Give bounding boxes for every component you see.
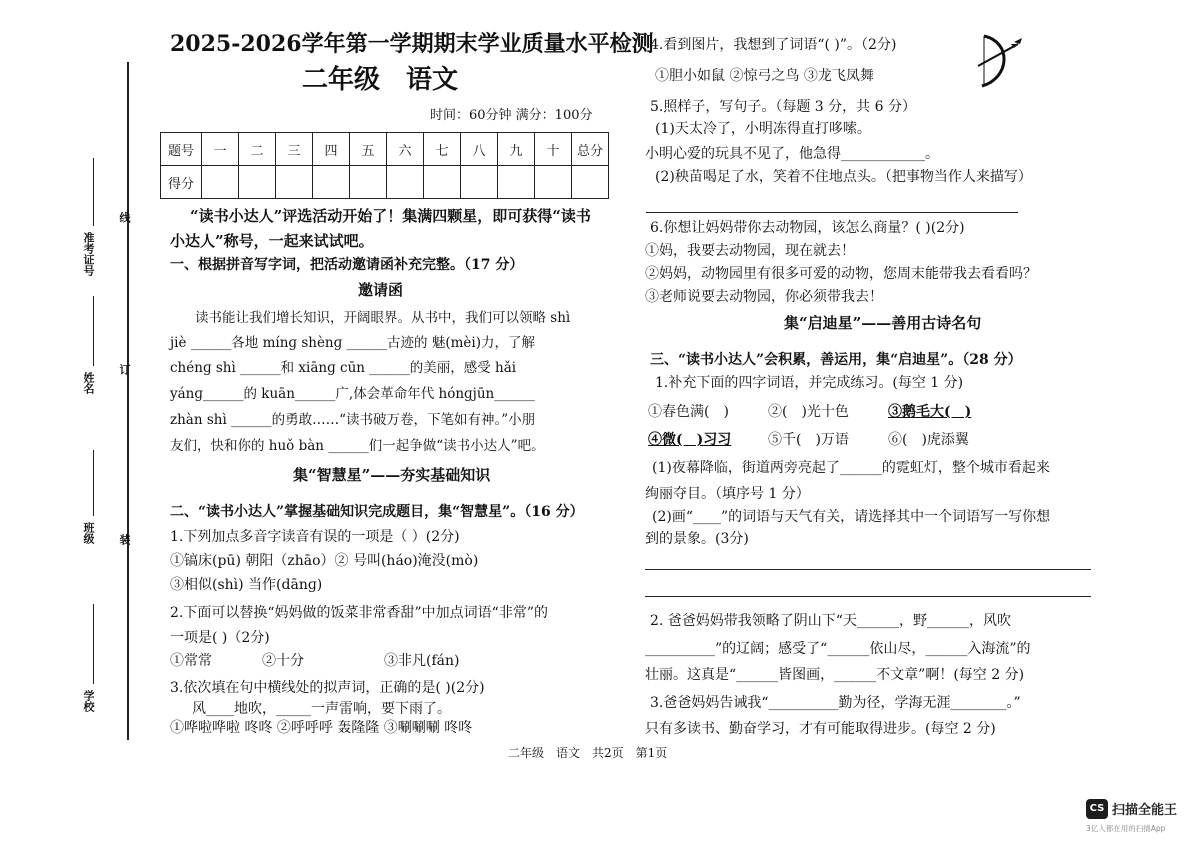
- s3-answer-line: [645, 596, 1091, 597]
- s3-sub1b: 绚丽夺目。（填序号 1 分）: [645, 486, 810, 502]
- s3-q2b: __________”的辽阔；感受了“______依山尽，______入海流”的: [645, 641, 1031, 657]
- s3-sub2b: 到的景象。(3分): [645, 531, 749, 547]
- r-q5-1b: 小明心爱的玩具不见了，他急得____________。: [645, 146, 939, 162]
- score-header-cell: 十: [535, 133, 572, 166]
- s2-q1: 1.下列加点多音字读音有误的一项是（ ）(2分): [170, 529, 460, 545]
- r-q5-2-answer-line: [646, 212, 1018, 213]
- intro-line-2: 小达人”称号，一起来试试吧。: [170, 232, 374, 250]
- margin-class-blank: [93, 450, 94, 516]
- r-q5-1: (1)天太冷了，小明冻得直打哆嗦。: [655, 121, 871, 137]
- score-header-cell: 总分: [572, 133, 609, 166]
- s2-q2: 2.下面可以替换“妈妈做的饭菜非常香甜”中加点词语“非常”的: [170, 605, 548, 621]
- s3-q2: 2. 爸爸妈妈带我领略了阴山下“天______，野______，风吹: [650, 613, 1011, 629]
- r-q4-options: ①胆小如鼠 ②惊弓之鸟 ③龙飞凤舞: [655, 68, 874, 84]
- s2-q3-sentence: 风____地吹，_____一声雷响，要下雨了。: [192, 701, 451, 717]
- s3-sub2: (2)画“____”的词语与天气有关，请选择其中一个词语写一写你想: [652, 509, 1051, 525]
- time-info: 时间：60分钟 满分：100分: [430, 108, 593, 123]
- score-input-cell[interactable]: [202, 166, 239, 199]
- score-input-cell[interactable]: [387, 166, 424, 199]
- r-q5-2: (2)秧苗喝足了水，笑着不住地点头。（把事物当作人来描写）: [655, 169, 1032, 185]
- binding-line: [127, 62, 129, 740]
- scanner-logo-icon: CS: [1086, 799, 1108, 819]
- margin-class-label: 班级: [82, 522, 95, 544]
- s2-q2-option: ②十分: [262, 653, 304, 669]
- margin-name-label: 姓名: [82, 372, 95, 394]
- s2-q2-option: ①常常: [170, 653, 212, 669]
- scanner-watermark: [1086, 797, 1196, 837]
- score-header-cell: 九: [498, 133, 535, 166]
- score-header-cell: 二: [239, 133, 276, 166]
- s3-idiom: ⑤千( )万语: [768, 432, 849, 448]
- section1-heading: 一、根据拼音写字词，把活动邀请函补充完整。（17 分）: [170, 257, 524, 273]
- letter-line: yánɡ______的 kuān______广,体会革命年代 hónɡjūn______: [170, 386, 535, 402]
- intro-line-1: “读书小达人”评选活动开始了！集满四颗星，即可获得“读书: [190, 207, 591, 225]
- r-q6-option: ②妈妈，动物园里有很多可爱的动物，您周末能带我去看看吗？: [645, 266, 1037, 282]
- score-header-cell: 题号: [161, 133, 202, 166]
- score-input-cell[interactable]: [424, 166, 461, 199]
- exam-title: 2025-2026学年第一学期期末学业质量水平检测: [170, 31, 654, 57]
- s3-idiom: ⑥( )虎添翼: [888, 432, 969, 448]
- bow-and-arrow-image: [970, 30, 1030, 92]
- score-input-cell[interactable]: [276, 166, 313, 199]
- margin-zhuang-label: 装: [118, 534, 131, 545]
- exam-subtitle: 二年级 语文: [302, 65, 459, 95]
- margin-name-blank: [93, 296, 94, 366]
- s3-answer-line: [645, 569, 1091, 570]
- letter-line: 读书能让我们增长知识，开阔眼界。从书中，我们可以领略 shì: [195, 310, 571, 326]
- s3-idiom-underlined: ④微( )习习: [648, 432, 732, 448]
- score-input-cell[interactable]: [572, 166, 609, 199]
- s3-q2c: 壮丽。这真是“______皆图画，______不文章”啊！(每空 2 分): [645, 667, 1025, 683]
- score-input-cell[interactable]: [350, 166, 387, 199]
- score-header-cell: 六: [387, 133, 424, 166]
- letter-line: chénɡ shì ______和 xiānɡ cūn ______的美丽，感受 hǎi: [170, 360, 517, 376]
- margin-exam-no-label: 准考证号: [82, 232, 95, 276]
- s2-q3: 3.依次填在句中横线处的拟声词，正确的是( )(2分): [170, 680, 485, 696]
- s3-sub1: (1)夜幕降临，街道两旁亮起了______的霓虹灯，整个城市看起来: [652, 460, 1050, 476]
- score-input-cell[interactable]: [239, 166, 276, 199]
- page-footer: 二年级 语文 共2页 第1页: [508, 746, 668, 760]
- score-header-cell: 七: [424, 133, 461, 166]
- score-input-cell[interactable]: [313, 166, 350, 199]
- s3-idiom: ①春色满( ): [648, 404, 729, 420]
- s3-q1: 1.补充下面的四字词语，并完成练习。(每空 1 分): [655, 375, 964, 391]
- r-q5: 5.照样子，写句子。（每题 3 分，共 6 分）: [650, 99, 916, 115]
- letter-line: 友们，快和你的 huǒ bàn ______们一起争做“读书小达人”吧。: [170, 438, 545, 454]
- score-header-cell: 三: [276, 133, 313, 166]
- score-header-cell: 五: [350, 133, 387, 166]
- r-q6-option: ③老师说要去动物园，你必须带我去！: [645, 289, 883, 305]
- letter-line: zhàn shì ______的勇敢……“读书破万卷，下笔如有神。”小朋: [170, 412, 536, 428]
- s2-q2-line2: 一项是( )（2分): [170, 630, 270, 646]
- star2-heading: 集“启迪星”——善用古诗名句: [784, 314, 982, 332]
- s2-q3-options: ①哗啦哗啦 咚咚 ②呼呼呼 轰隆隆 ③唰唰唰 咚咚: [170, 720, 473, 736]
- score-row-label: 得分: [161, 166, 202, 199]
- section2-heading: 二、“读书小达人”掌握基础知识完成题目，集“智慧星”。（16 分）: [170, 504, 584, 520]
- scanner-brand: 扫描全能王: [1112, 803, 1178, 818]
- score-input-cell[interactable]: [461, 166, 498, 199]
- r-q4: 4.看到图片，我想到了词语“( )”。（2分): [650, 37, 897, 53]
- score-table-score-row: [161, 166, 609, 199]
- score-table: [160, 132, 609, 199]
- score-header-cell: 八: [461, 133, 498, 166]
- score-input-cell[interactable]: [498, 166, 535, 199]
- r-q6: 6.你想让妈妈带你去动物园，该怎么商量？( )(2分): [650, 220, 965, 236]
- star1-heading: 集“智慧星”——夯实基础知识: [293, 466, 491, 484]
- s3-q3b: 只有多读书、勤奋学习，才有可能取得进步。(每空 2 分): [645, 721, 996, 737]
- score-header-cell: 一: [202, 133, 239, 166]
- s3-idiom-underlined: ③鹅毛大( ): [888, 404, 972, 420]
- score-table-header-row: [161, 133, 609, 166]
- letter-title: 邀请函: [358, 281, 404, 299]
- margin-ding-label: 订: [118, 364, 131, 375]
- scanner-tagline: 3亿人都在用的扫描App: [1086, 824, 1166, 833]
- letter-line: jiè ______各地 mínɡ shènɡ ______古迹的 魅(mèi)力，了解: [170, 335, 535, 351]
- s2-q1-options-b: ③相似(shì) 当作(dānɡ): [170, 577, 323, 593]
- s3-q3: 3.爸爸妈妈告诫我“__________勤为径，学海无涯________。”: [650, 695, 1021, 711]
- margin-school-label: 学校: [82, 690, 95, 712]
- s2-q1-options-a: ①镐床(pū) 朝阳（zhāo）② 号叫(háo)淹没(mò): [170, 553, 479, 569]
- score-input-cell[interactable]: [535, 166, 572, 199]
- s3-idiom: ②( )光十色: [768, 404, 849, 420]
- s2-q2-option: ③非凡(fán): [384, 653, 460, 669]
- section3-heading: 三、“读书小达人”会积累，善运用，集“启迪星”。（28 分）: [650, 352, 1022, 368]
- margin-line-label: 线: [118, 212, 131, 223]
- margin-school-blank: [93, 604, 94, 684]
- score-header-cell: 四: [313, 133, 350, 166]
- r-q6-option: ①妈，我要去动物园，现在就去！: [645, 243, 855, 259]
- margin-exam-no-blank: [93, 158, 94, 226]
